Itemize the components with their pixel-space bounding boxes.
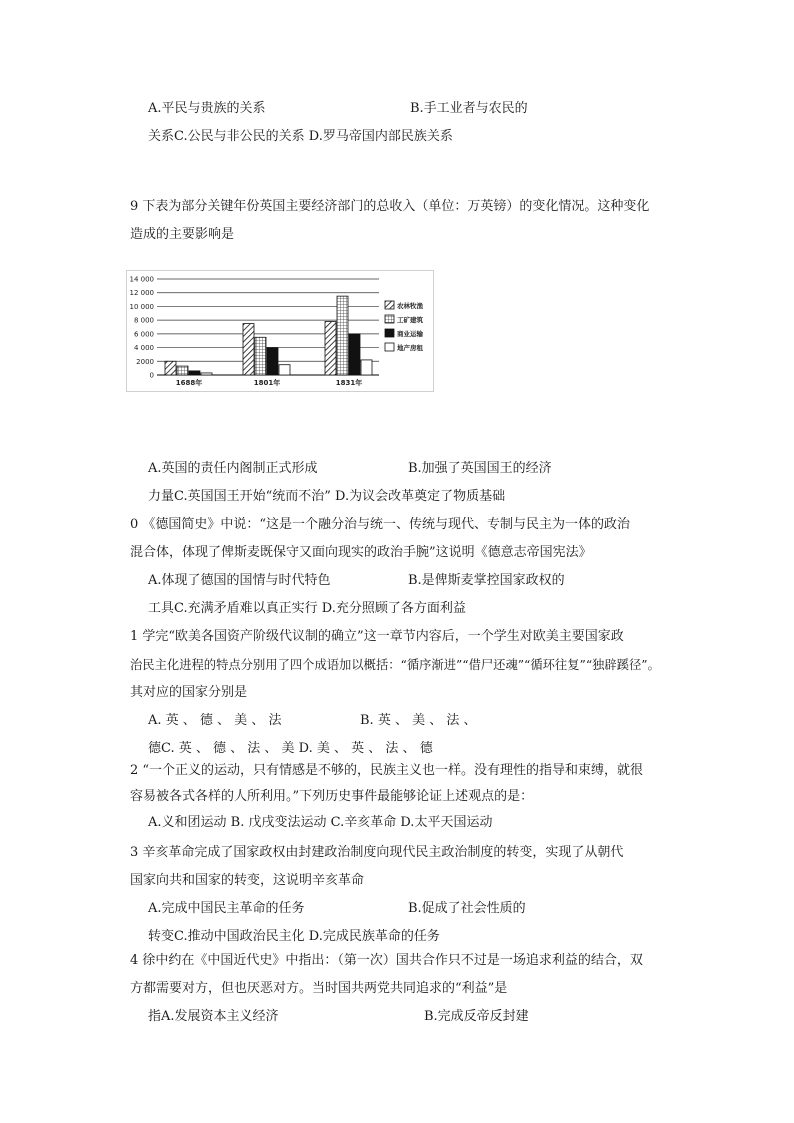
q9-stem-line1: 9 下表为部分关键年份英国主要经济部门的总收入（单位：万英镑）的变化情况。这种变化 (130, 199, 650, 214)
bar-4-1 (201, 373, 212, 375)
y-tick-label: 8 000 (133, 316, 154, 325)
y-tick-label: 6 000 (133, 330, 154, 339)
legend-label: 农林牧渔 (397, 302, 423, 310)
q13-stem-line1: 3 辛亥革命完成了国家政权由封建政治制度向现代民主政治制度的转变，实现了从朝代 (130, 845, 624, 860)
q10-stem-line1: 0 《德国简史》中说：“这是一个融分治与统一、传统与现代、专制与民主为一体的政治 (130, 517, 631, 532)
x-category-label: 1831年 (335, 379, 363, 387)
q10-options-line2: 工具C.充满矛盾难以真正实行 D.充分照顾了各方面利益 (148, 601, 466, 616)
bar-3-3 (349, 334, 360, 375)
q11-option-b: B. 英 、 美 、 法 、 (360, 713, 477, 728)
x-category-label: 1801年 (253, 379, 281, 387)
q9-option-b: B.加强了英国国王的经济 (408, 461, 552, 476)
q14-stem-line2: 方都需要对方，但也厌恶对方。当时国共两党共同追求的“利益”是 (130, 981, 508, 996)
bar-2-1 (177, 366, 188, 375)
y-tick-label: 10 000 (129, 302, 154, 311)
q8-options-line2: 关系C.公民与非公民的关系 D.罗马帝国内部民族关系 (148, 129, 453, 144)
q13-option-a: A.完成中国民主革命的任务 (148, 901, 305, 916)
bar-3-2 (267, 348, 278, 375)
q9-option-a: A.英国的责任内阁制正式形成 (148, 461, 318, 476)
q8-option-a: A.平民与贵族的关系 (148, 101, 266, 116)
legend-swatch (385, 301, 394, 309)
q12-options: A.义和团运动 B. 戊戌变法运动 C.辛亥革命 D.太平天国运动 (148, 815, 493, 830)
bar-1-2 (243, 324, 254, 375)
q11-options-line2: 德C. 英 、 德 、 法 、 美 D. 美 、 英 、 法 、 德 (148, 741, 433, 756)
chart-svg (127, 271, 433, 391)
legend-label: 地产房租 (397, 344, 423, 352)
economic-income-chart (126, 270, 434, 392)
y-tick-label: 4 000 (133, 344, 154, 353)
q11-stem-line2: 治民主化进程的特点分别用了四个成语加以概括：“循序渐进”“借尸还魂”“循环往复”“独辟蹊径”。 (130, 658, 660, 672)
q9-options-line2: 力量C.英国国王开始“统而不治” D.为议会改革奠定了物质基础 (148, 489, 506, 504)
q13-option-b: B.促成了社会性质的 (408, 901, 526, 916)
q8-option-b: B.手工业者与农民的 (410, 101, 528, 116)
q9-stem-line2: 造成的主要影响是 (130, 227, 235, 242)
bar-3-1 (189, 371, 200, 375)
q11-option-a: A. 英 、 德 、 美 、 法 (148, 713, 282, 728)
bar-4-3 (361, 360, 372, 375)
q11-stem-line1: 1 学完“欧美各国资产阶级代议制的确立”这一章节内容后，一个学生对欧美主要国家政 (130, 629, 624, 644)
bar-1-1 (165, 361, 176, 375)
x-category-label: 1688年 (175, 379, 203, 387)
bar-2-3 (337, 296, 348, 375)
bar-4-2 (279, 365, 290, 375)
legend-swatch (385, 343, 394, 351)
legend-label: 工矿建筑 (397, 316, 423, 324)
legend-swatch (385, 315, 394, 323)
y-tick-label: 14 000 (129, 275, 154, 284)
q10-option-b: B.是俾斯麦掌控国家政权的 (408, 573, 565, 588)
q11-stem-line3: 其对应的国家分别是 (130, 685, 248, 700)
y-tick-label: 2000 (136, 357, 154, 366)
y-tick-label: 0 (149, 371, 154, 380)
q13-stem-line2: 国家向共和国家的转变，这说明辛亥革命 (130, 873, 365, 888)
q10-stem-line2: 混合体，体现了俾斯麦既保守又面向现实的政治手腕”这说明《德意志帝国宪法》 (130, 545, 592, 560)
q14-stem-line1: 4 徐中约在《中国近代史》中指出：（第一次）国共合作只不过是一场追求利益的结合，双 (130, 953, 643, 968)
bar-2-2 (255, 337, 266, 375)
y-tick-label: 12 000 (129, 289, 154, 298)
q10-option-a: A.体现了德国的国情与时代特色 (148, 573, 331, 588)
q12-stem-line2: 容易被各式各样的人所利用。”下列历史事件最能够论证上述观点的是： (130, 789, 534, 804)
legend-swatch (385, 329, 394, 337)
q14-option-a: 指A.发展资本主义经济 (148, 1009, 279, 1024)
bar-1-3 (325, 322, 336, 375)
q14-option-b: B.完成反帝反封建 (424, 1009, 529, 1024)
legend-label: 商业运输 (397, 330, 423, 338)
q13-options-line2: 转变C.推动中国政治民主化 D.完成民族革命的任务 (148, 929, 440, 944)
q12-stem-line1: 2 “一个正义的运动，只有情感是不够的，民族主义也一样。没有理性的指导和束缚，就很 (130, 763, 644, 778)
